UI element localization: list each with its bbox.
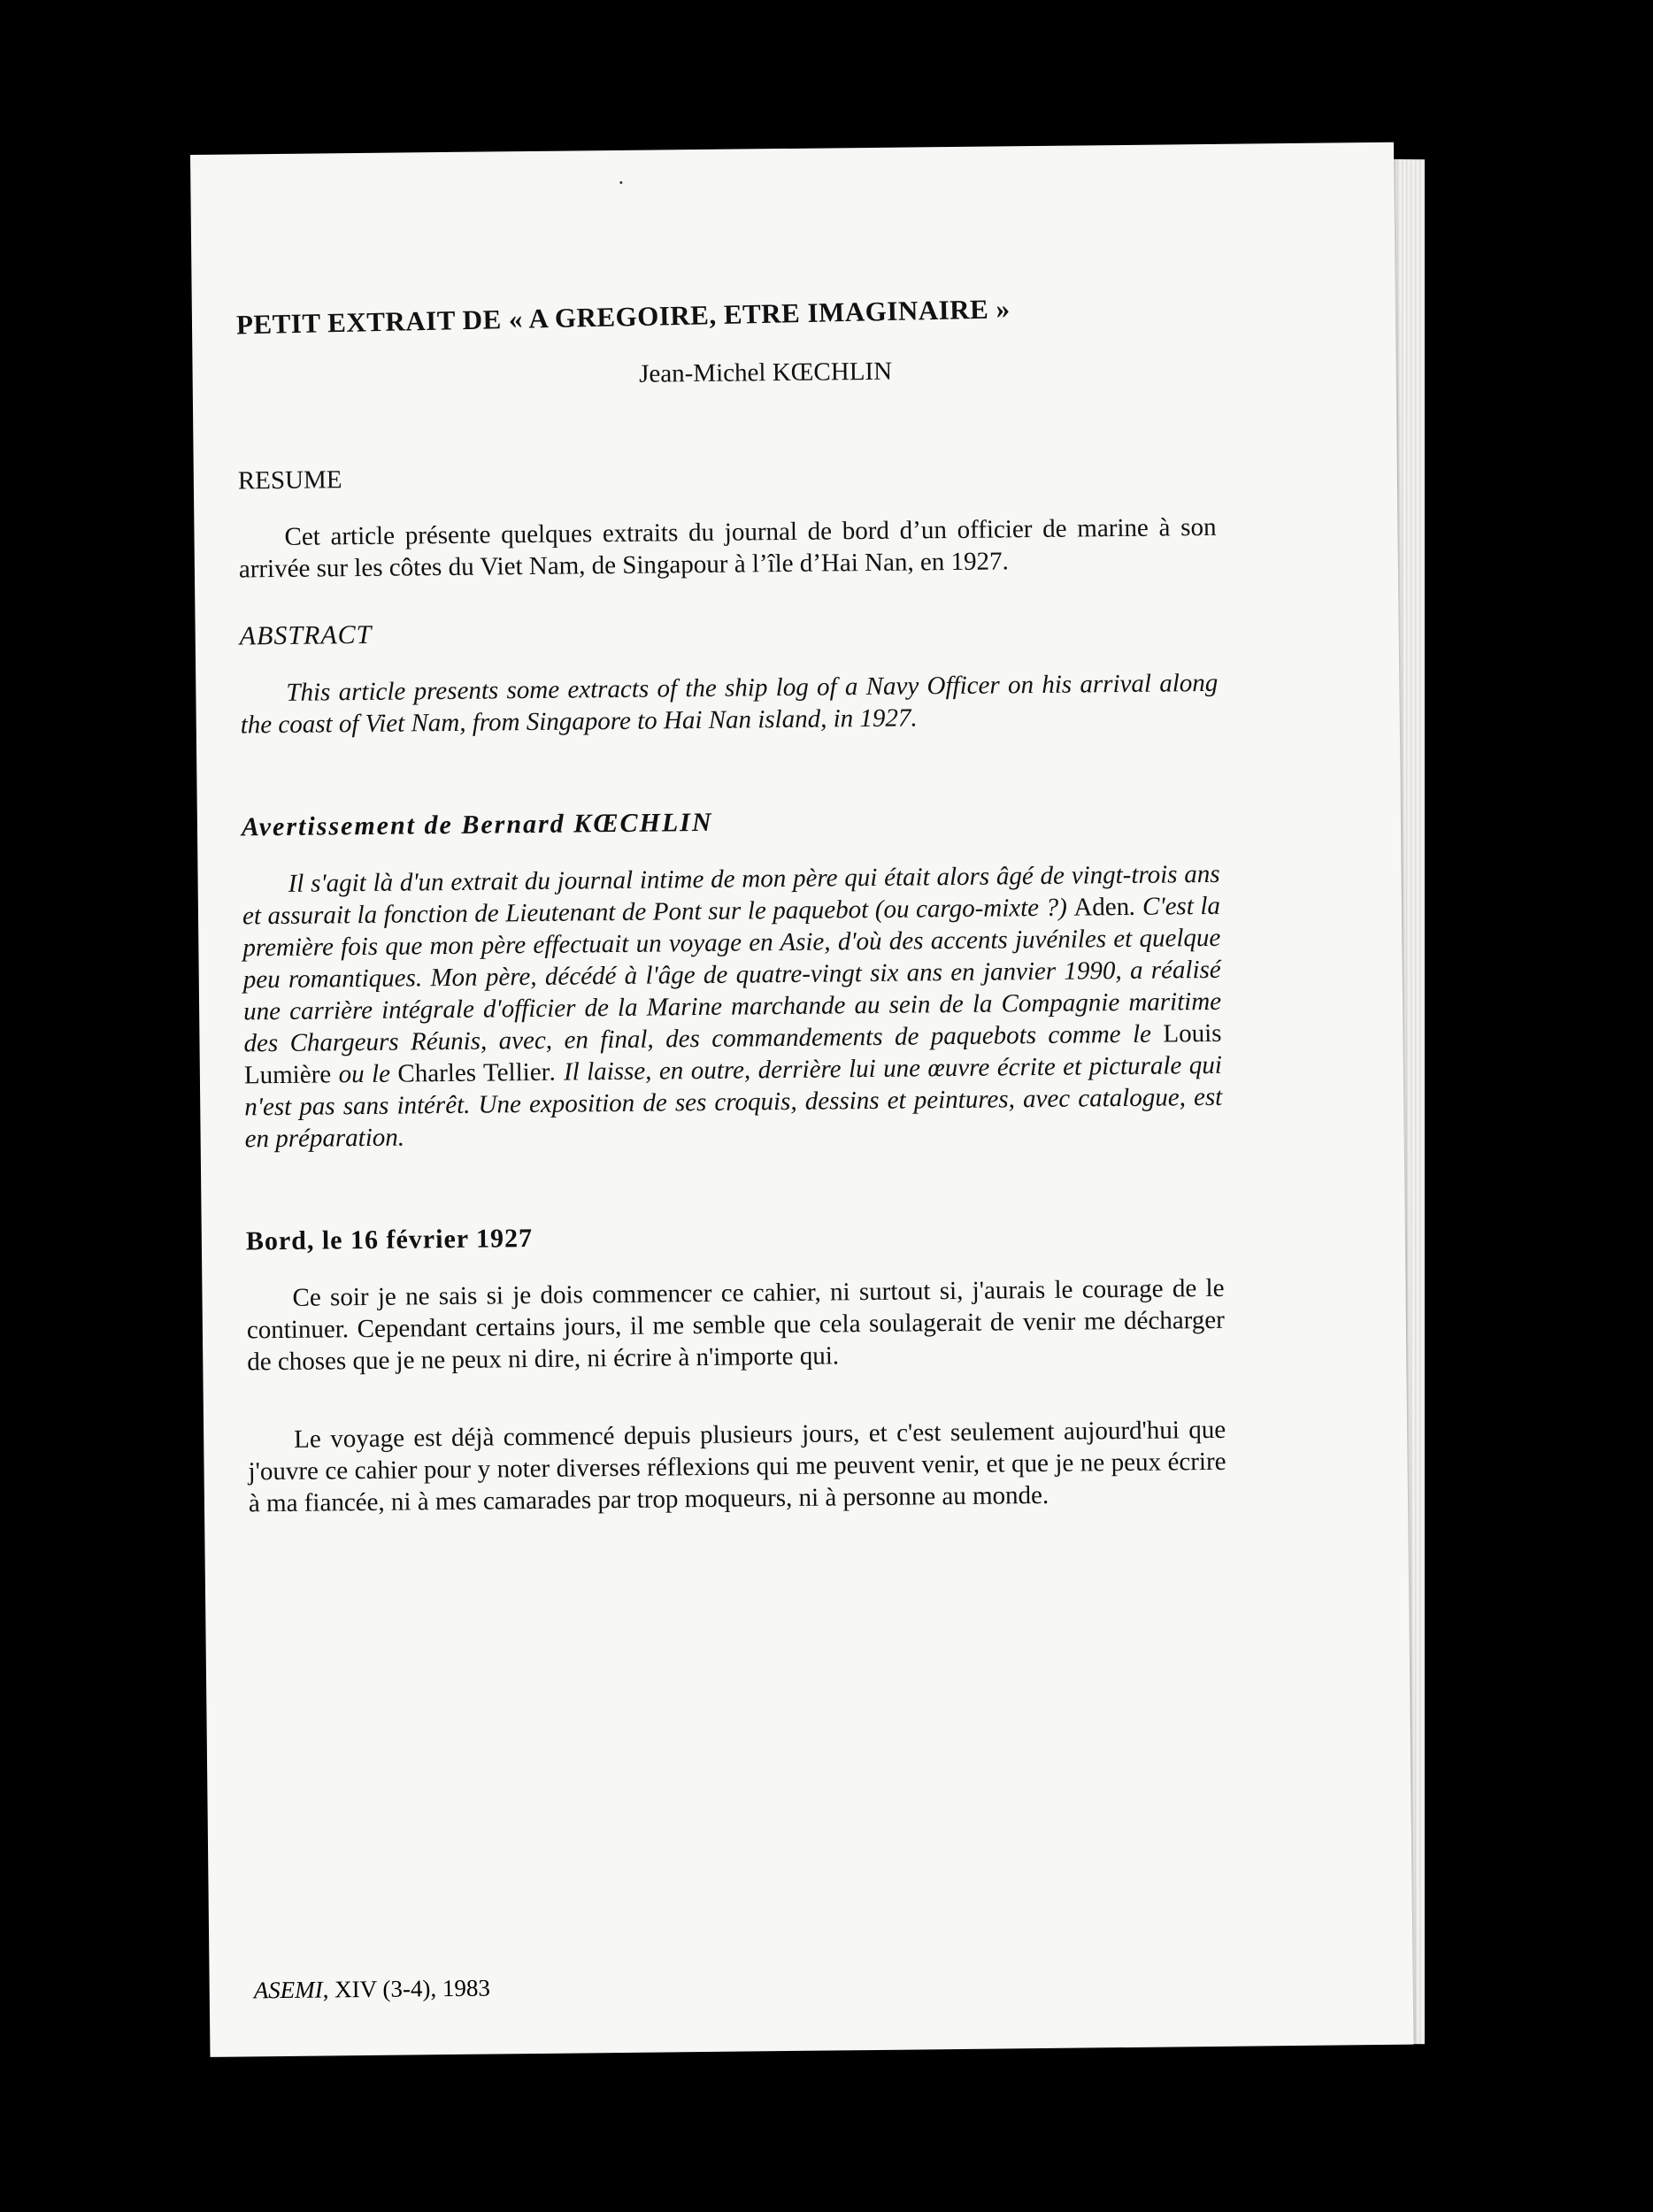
avertissement-text xyxy=(242,858,1222,1156)
abstract-text: This article presents some extracts of the ship log of a Navy Officer on his arrival along the coast of Viet Nam, from Singapore to Hai Nan island, in 1927. xyxy=(240,668,1219,740)
avertissement-part-2: . C'est la première fois que mon père effectuait un voyage en Asie, d'où des accents juvéniles et quelque peu romantiques. Mon père, décédé à l'âge de quatre-vingt six ans en janvier 1990, a réalisé une carrière intégrale d'officier de la Marine marchande au sein de la Compagnie maritime des Chargeurs Réunis, avec, en final, des commandements de paquebots comme le xyxy=(242,891,1222,1058)
journal-name: ASEMI xyxy=(253,1976,323,2004)
ship-name-charles-tellier: Charles Tellier xyxy=(397,1057,550,1088)
avertissement-heading: Avertissement de Bernard KŒCHLIN xyxy=(241,807,713,842)
abstract-heading: ABSTRACT xyxy=(239,619,373,651)
resume-text: Cet article présente quelques extraits du journal de bord d’un officier de marine à son arrivée sur les côtes du Viet Nam, de Singapour à l’île d’Hai Nan, en 1927. xyxy=(238,512,1217,584)
book-page xyxy=(190,142,1413,2057)
article-author: Jean-Michel KŒCHLIN xyxy=(638,357,893,388)
ship-name-louis-lumiere: Louis Lumière xyxy=(243,1018,1222,1090)
ship-name-aden: Aden xyxy=(1073,892,1130,922)
avertissement-part-1: Il s'agit là d'un extrait du journal intime de mon père qui était alors âgé de vingt-trois ans et assurait la fonction de Lieutenant de Pont sur le paquebot (ou cargo-mixte ?) xyxy=(242,859,1220,931)
avertissement-part-4: . Il laisse, en outre, derrière lui une œuvre écrite et picturale qui n'est pas sans intérêt. Une exposition de ses croquis, dessins et peintures, avec catalogue, est en préparation. xyxy=(244,1050,1223,1154)
bord-heading: Bord, le 16 février 1927 xyxy=(245,1224,534,1256)
bord-paragraph-1: Ce soir je ne sais si je dois commencer ce cahier, ni surtout si, j'aurais le courage de le continuer. Cependant certains jours, il me semble que cela soulagerait de venir me décharger de choses que je ne peux ni dire, ni écrire à n'importe qui. xyxy=(246,1273,1226,1377)
page-content xyxy=(235,293,1226,1519)
avertissement-part-3: ou le xyxy=(330,1059,398,1089)
ink-dot xyxy=(619,181,622,184)
resume-heading: RESUME xyxy=(237,465,342,495)
page-footer xyxy=(254,1975,491,2005)
article-title: PETIT EXTRAIT DE « A GREGOIRE, ETRE IMAGINAIRE » xyxy=(235,293,1011,341)
bord-paragraph-2: Le voyage est déjà commencé depuis plusieurs jours, et c'est seulement aujourd'hui que j'ouvre ce cahier pour y noter diverses réflexions qui me peuvent venir, et que je ne peux écrire à ma fiancée, ni à mes camarades par trop moqueurs, ni à personne au monde. xyxy=(248,1415,1226,1518)
journal-issue: , XIV (3-4), 1983 xyxy=(322,1974,491,2003)
